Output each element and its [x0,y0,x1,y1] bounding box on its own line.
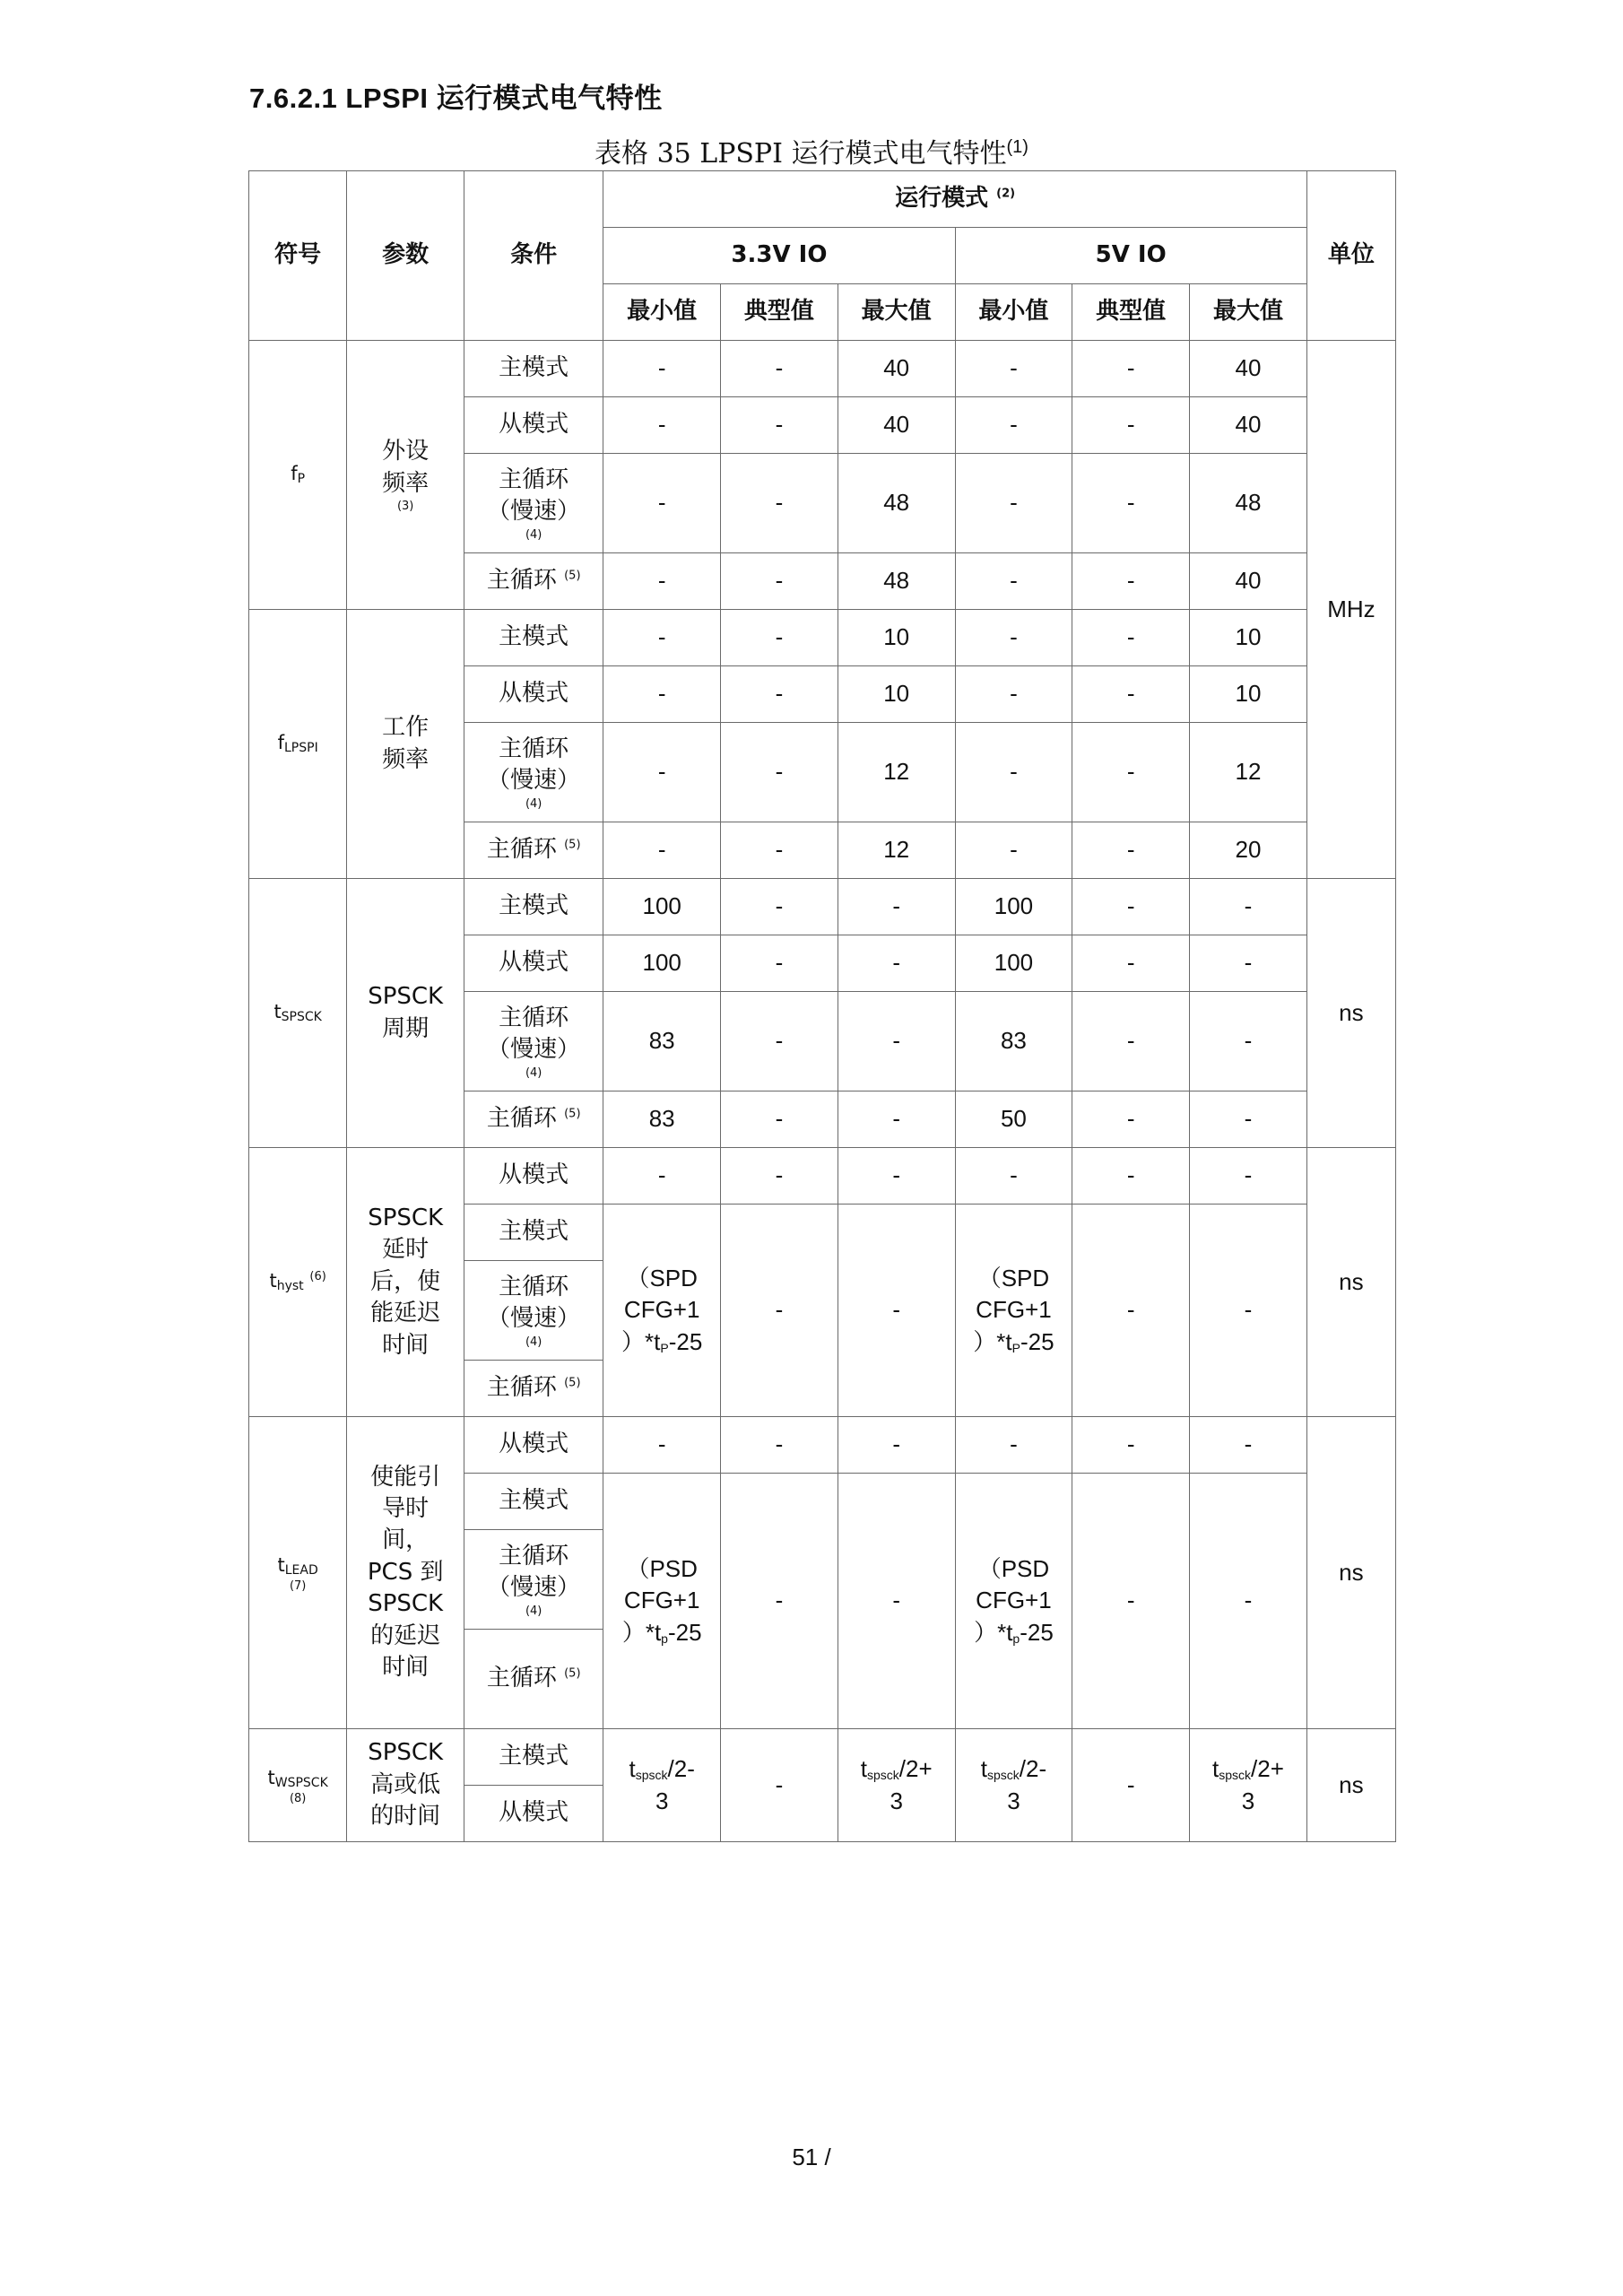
condition-cell: 从模式 [464,666,603,723]
value-cell: - [1072,1205,1190,1417]
table-caption [0,131,1623,170]
value-cell: 40 [1190,397,1307,454]
param-header: 参数 [347,171,464,341]
value-cell: - [721,935,838,992]
value-cell: - [1072,553,1190,610]
formula-cell: （SPD CFG+1 ）$*t_P-25$ [955,1205,1072,1417]
value-cell: - [1190,935,1307,992]
formula-cell: $t_{spsck}/2-$ 3 [955,1729,1072,1842]
param-cell: 工作 频率 [347,610,464,879]
value-cell: 50 [955,1091,1072,1148]
caption-note: (1) [1006,137,1028,157]
value-cell: - [603,666,721,723]
spec-table [248,170,1396,1842]
value-cell: - [721,1091,838,1148]
value-cell: - [838,992,955,1091]
value-cell: 40 [1190,341,1307,397]
condition-cell: 主循环 $^{(5)}$ [464,553,603,610]
symbol-cell: $t_{WSPSCK}$ (8) [249,1729,347,1842]
value-cell: - [955,610,1072,666]
value-cell: - [838,1474,955,1729]
value-cell: 83 [603,1091,721,1148]
value-cell: - [955,454,1072,553]
value-cell: - [1072,723,1190,822]
value-cell: 12 [1190,723,1307,822]
max-header: 最大值 [1190,284,1307,341]
value-cell: - [721,879,838,935]
value-cell: - [1190,1148,1307,1205]
value-cell: - [1072,666,1190,723]
value-cell: - [955,553,1072,610]
value-cell: - [1072,1417,1190,1474]
formula-cell: $t_{spsck}/2+$ 3 [1190,1729,1307,1842]
condition-cell: 主模式 [464,879,603,935]
value-cell: - [1190,992,1307,1091]
condition-cell: 主循环 $^{(5)}$ [464,822,603,879]
value-cell: 48 [838,454,955,553]
value-cell: - [1072,1729,1190,1842]
value-cell: - [1072,935,1190,992]
typ-header: 典型值 [721,284,838,341]
value-cell: - [721,1474,838,1729]
unit-cell: MHz [1306,341,1395,879]
value-cell: - [838,1091,955,1148]
table-row [249,1148,1396,1205]
caption-text: 表格 35 LPSPI 运行模式电气特性 [595,138,1007,170]
value-cell: - [721,822,838,879]
value-cell: - [603,822,721,879]
value-cell: - [1072,1148,1190,1205]
value-cell: - [721,1417,838,1474]
value-cell: - [721,341,838,397]
condition-cell: 主模式 [464,1474,603,1530]
value-cell: 83 [955,992,1072,1091]
value-cell: - [1072,397,1190,454]
value-cell: 100 [603,935,721,992]
value-cell: 40 [838,397,955,454]
value-cell: 100 [955,935,1072,992]
value-cell: - [838,1148,955,1205]
value-cell: - [1072,822,1190,879]
table-row [249,341,1396,397]
formula-cell: （SPD CFG+1 ）$*t_P-25$ [603,1205,721,1417]
table-row [249,1729,1396,1786]
value-cell: - [603,610,721,666]
condition-cell: 主模式 [464,610,603,666]
value-cell: - [721,610,838,666]
value-cell: - [721,666,838,723]
value-cell: 83 [603,992,721,1091]
value-cell: - [1190,1091,1307,1148]
formula-cell: $t_{spsck}/2-$ 3 [603,1729,721,1842]
condition-cell: 主循环 （慢速） (4) [464,1261,603,1361]
value-cell: 100 [603,879,721,935]
min-header: 最小值 [603,284,721,341]
condition-cell: 主循环 （慢速） (4) [464,723,603,822]
value-cell: 100 [955,879,1072,935]
max-header: 最大值 [838,284,955,341]
unit-cell: ns [1306,1417,1395,1729]
condition-cell: 主循环 （慢速） (4) [464,454,603,553]
condition-cell: 主循环 （慢速） (4) [464,1530,603,1630]
value-cell: - [721,454,838,553]
value-cell: - [1072,1091,1190,1148]
condition-cell: 主循环 $^{(5)}$ [464,1361,603,1417]
value-cell: - [838,1205,955,1417]
page-number: 51 / [792,2144,831,2170]
value-cell: - [838,1417,955,1474]
param-cell: 外设 频率 (3) [347,341,464,610]
symbol-cell: $t_{LEAD}$ (7) [249,1417,347,1729]
value-cell: 40 [838,341,955,397]
value-cell: - [603,723,721,822]
run-mode-header: 运行模式 $^{(2)}$ [603,171,1307,228]
param-cell: 使能引 导时 间， PCS 到 SPSCK 的延迟 时间 [347,1417,464,1729]
value-cell: - [721,1729,838,1842]
value-cell: - [1072,610,1190,666]
value-cell: - [721,553,838,610]
symbol-cell: $f_P$ [249,341,347,610]
value-cell: 48 [1190,454,1307,553]
param-cell: SPSCK 延时 后，使 能延迟 时间 [347,1148,464,1417]
value-cell: - [721,397,838,454]
value-cell: - [603,1148,721,1205]
typ-header: 典型值 [1072,284,1190,341]
value-cell: - [603,454,721,553]
value-cell: - [955,1417,1072,1474]
formula-cell: （PSD CFG+1 ）$*t_p-25$ [955,1474,1072,1729]
value-cell: - [838,879,955,935]
value-cell: - [721,992,838,1091]
table-row [249,610,1396,666]
unit-cell: ns [1306,1729,1395,1842]
value-cell: - [1190,1474,1307,1729]
condition-cell: 主循环 $^{(5)}$ [464,1630,603,1729]
value-cell: - [1072,341,1190,397]
condition-cell: 从模式 [464,935,603,992]
value-cell: - [1190,1205,1307,1417]
value-cell: 12 [838,822,955,879]
value-cell: - [1072,1474,1190,1729]
value-cell: 48 [838,553,955,610]
value-cell: - [603,1417,721,1474]
value-cell: - [955,341,1072,397]
param-cell: SPSCK 高或低 的时间 [347,1729,464,1842]
condition-cell: 从模式 [464,397,603,454]
table-row [249,879,1396,935]
value-cell: - [955,822,1072,879]
value-cell: - [1072,454,1190,553]
condition-cell: 主模式 [464,1729,603,1786]
value-cell: 10 [838,610,955,666]
value-cell: - [955,397,1072,454]
unit-cell: ns [1306,1148,1395,1417]
param-cell: SPSCK 周期 [347,879,464,1148]
value-cell: - [955,1148,1072,1205]
value-cell: 10 [838,666,955,723]
value-cell: - [603,397,721,454]
value-cell: 10 [1190,610,1307,666]
io5-header: 5V IO [955,228,1306,284]
symbol-header: 符号 [249,171,347,341]
header-row-1 [249,171,1396,228]
condition-cell: 主模式 [464,341,603,397]
io33-header: 3.3V IO [603,228,955,284]
value-cell: 20 [1190,822,1307,879]
condition-cell: 主循环 （慢速） (4) [464,992,603,1091]
table-row [249,1417,1396,1474]
value-cell: 10 [1190,666,1307,723]
unit-cell: ns [1306,879,1395,1148]
value-cell: 40 [1190,553,1307,610]
section-heading: 7.6.2.1 LPSPI 运行模式电气特性 [249,83,663,114]
symbol-cell: $f_{LPSPI}$ [249,610,347,879]
value-cell: - [1190,1417,1307,1474]
value-cell: - [955,666,1072,723]
formula-cell: （PSD CFG+1 ）$*t_p-25$ [603,1474,721,1729]
value-cell: - [1190,879,1307,935]
value-cell: - [721,723,838,822]
condition-cell: 从模式 [464,1148,603,1205]
formula-cell: $t_{spsck}/2+$ 3 [838,1729,955,1842]
symbol-cell: $t_{hyst}$ $^{(6)}$ [249,1148,347,1417]
value-cell: - [1072,879,1190,935]
value-cell: - [721,1205,838,1417]
condition-cell: 主模式 [464,1205,603,1261]
condition-header: 条件 [464,171,603,341]
value-cell: - [838,935,955,992]
unit-header: 单位 [1306,171,1395,341]
condition-cell: 从模式 [464,1417,603,1474]
symbol-cell: $t_{SPSCK}$ [249,879,347,1148]
value-cell: - [1072,992,1190,1091]
value-cell: - [721,1148,838,1205]
condition-cell: 主循环 $^{(5)}$ [464,1091,603,1148]
value-cell: - [603,341,721,397]
value-cell: - [603,553,721,610]
value-cell: 12 [838,723,955,822]
condition-cell: 从模式 [464,1786,603,1842]
min-header: 最小值 [955,284,1072,341]
value-cell: - [955,723,1072,822]
